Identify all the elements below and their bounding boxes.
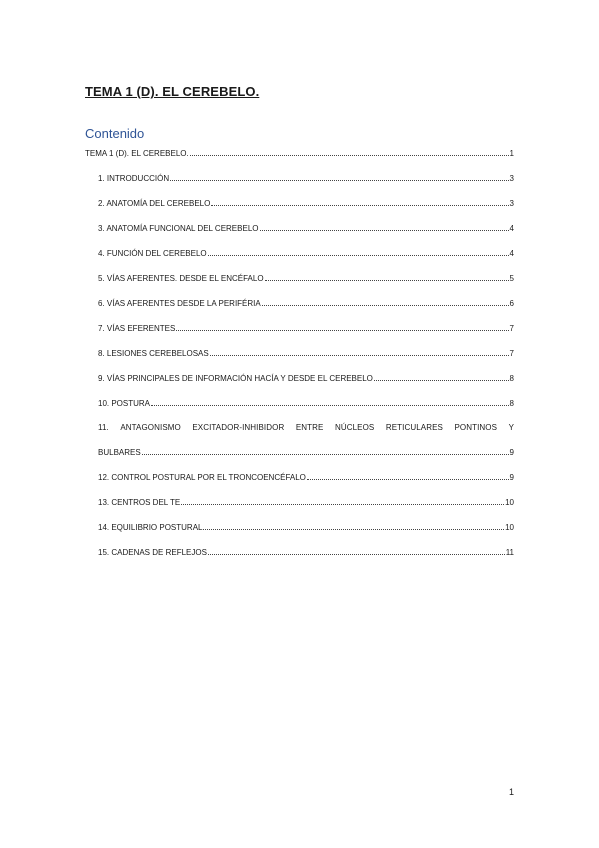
toc-heading: Contenido [85,126,145,141]
toc-entry-line2 [98,447,514,458]
toc-entry[interactable] [85,223,514,234]
toc-leader-dots [170,173,508,181]
toc-entry-page: 11 [505,548,514,557]
toc-word: 11. [98,423,109,432]
table-of-contents [85,148,514,558]
toc-leader-dots [260,223,509,231]
toc-word: RETICULARES [385,423,443,432]
toc-entry-label: 2. ANATOMÍA DEL CEREBELO [98,199,211,208]
toc-entry-page: 10 [505,498,514,507]
toc-entry[interactable] [85,373,514,384]
toc-leader-dots [151,398,509,406]
document-title: TEMA 1 (D). EL CEREBELO. [85,84,260,99]
toc-word: ANTAGONISMO [120,423,181,432]
toc-entry-page: 7 [509,349,514,358]
toc-leader-dots [208,547,505,555]
toc-entry[interactable] [85,248,514,259]
toc-entry-page: 3 [509,174,514,183]
toc-entry-label: 4. FUNCIÓN DEL CEREBELO [98,249,207,258]
toc-entry-label: 12. CONTROL POSTURAL POR EL TRONCOENCÉFALO [98,473,306,482]
toc-entry-label: 1. INTRODUCCIÓN [98,174,170,183]
toc-entry-label: 14. EQUILIBRIO POSTURAL [98,523,203,532]
toc-leader-dots [307,472,509,480]
toc-leader-dots [203,522,504,530]
toc-leader-dots [181,497,504,505]
toc-entry-label: 5. VÍAS AFERENTES. DESDE EL ENCÉFALO [98,274,264,283]
toc-entry-label-line1 [98,423,514,433]
toc-entry-page: 3 [509,199,514,208]
toc-entry-page: 8 [509,399,514,408]
toc-entry[interactable] [85,547,514,558]
toc-entry[interactable] [85,323,514,334]
toc-word: NÚCLEOS [334,423,375,432]
toc-entry[interactable] [85,198,514,209]
toc-entry-label: TEMA 1 (D). EL CEREBELO. [85,149,189,158]
toc-entry-label: 8. LESIONES CEREBELOSAS [98,349,209,358]
toc-leader-dots [374,373,509,381]
toc-leader-dots [176,323,508,331]
toc-entry-label: 9. VÍAS PRINCIPALES DE INFORMACIÓN HACÍA Y DESDE EL CEREBELO [98,374,373,383]
toc-entry-page: 4 [509,224,514,233]
toc-entry[interactable] [85,398,514,409]
toc-entry[interactable] [85,298,514,309]
toc-entry-label: 7. VÍAS EFERENTES [98,324,176,333]
toc-entry-page: 5 [509,274,514,283]
toc-leader-dots [265,273,509,281]
toc-entry-page: 7 [509,324,514,333]
toc-entry-label: 10. POSTURA [98,399,151,408]
toc-leader-dots [142,447,509,455]
page-number: 1 [509,787,515,797]
toc-entry-label: BULBARES [98,448,141,457]
toc-entry-label: 15. CADENAS DE REFLEJOS [98,548,207,557]
toc-word: Y [508,423,514,432]
toc-leader-dots [208,248,509,256]
toc-leader-dots [262,298,509,306]
toc-entry-page: 6 [509,299,514,308]
toc-entry-page: 9 [509,448,514,457]
toc-word: ENTRE [295,423,324,432]
toc-leader-dots [210,348,509,356]
toc-entry-page: 9 [509,473,514,482]
toc-entry[interactable] [85,173,514,184]
toc-entry-page: 10 [505,523,514,532]
toc-entry-label: 13. CENTROS DEL TE [98,498,181,507]
toc-leader-dots [190,148,509,156]
toc-entry[interactable] [85,148,514,159]
toc-entry-label: 6. VÍAS AFERENTES DESDE LA PERIFÉRIA [98,299,261,308]
toc-entry[interactable] [85,472,514,483]
toc-word: PONTINOS [454,423,498,432]
toc-entry[interactable] [85,522,514,533]
toc-entry-page: 1 [509,149,514,158]
toc-entry[interactable] [85,348,514,359]
toc-entry[interactable] [85,423,514,458]
toc-entry[interactable] [85,497,514,508]
toc-entry-page: 8 [509,374,514,383]
toc-word: EXCITADOR-INHIBIDOR [192,423,285,432]
toc-entry-label: 3. ANATOMÍA FUNCIONAL DEL CEREBELO [98,224,259,233]
toc-leader-dots [211,198,508,206]
toc-entry[interactable] [85,273,514,284]
toc-entry-page: 4 [509,249,514,258]
